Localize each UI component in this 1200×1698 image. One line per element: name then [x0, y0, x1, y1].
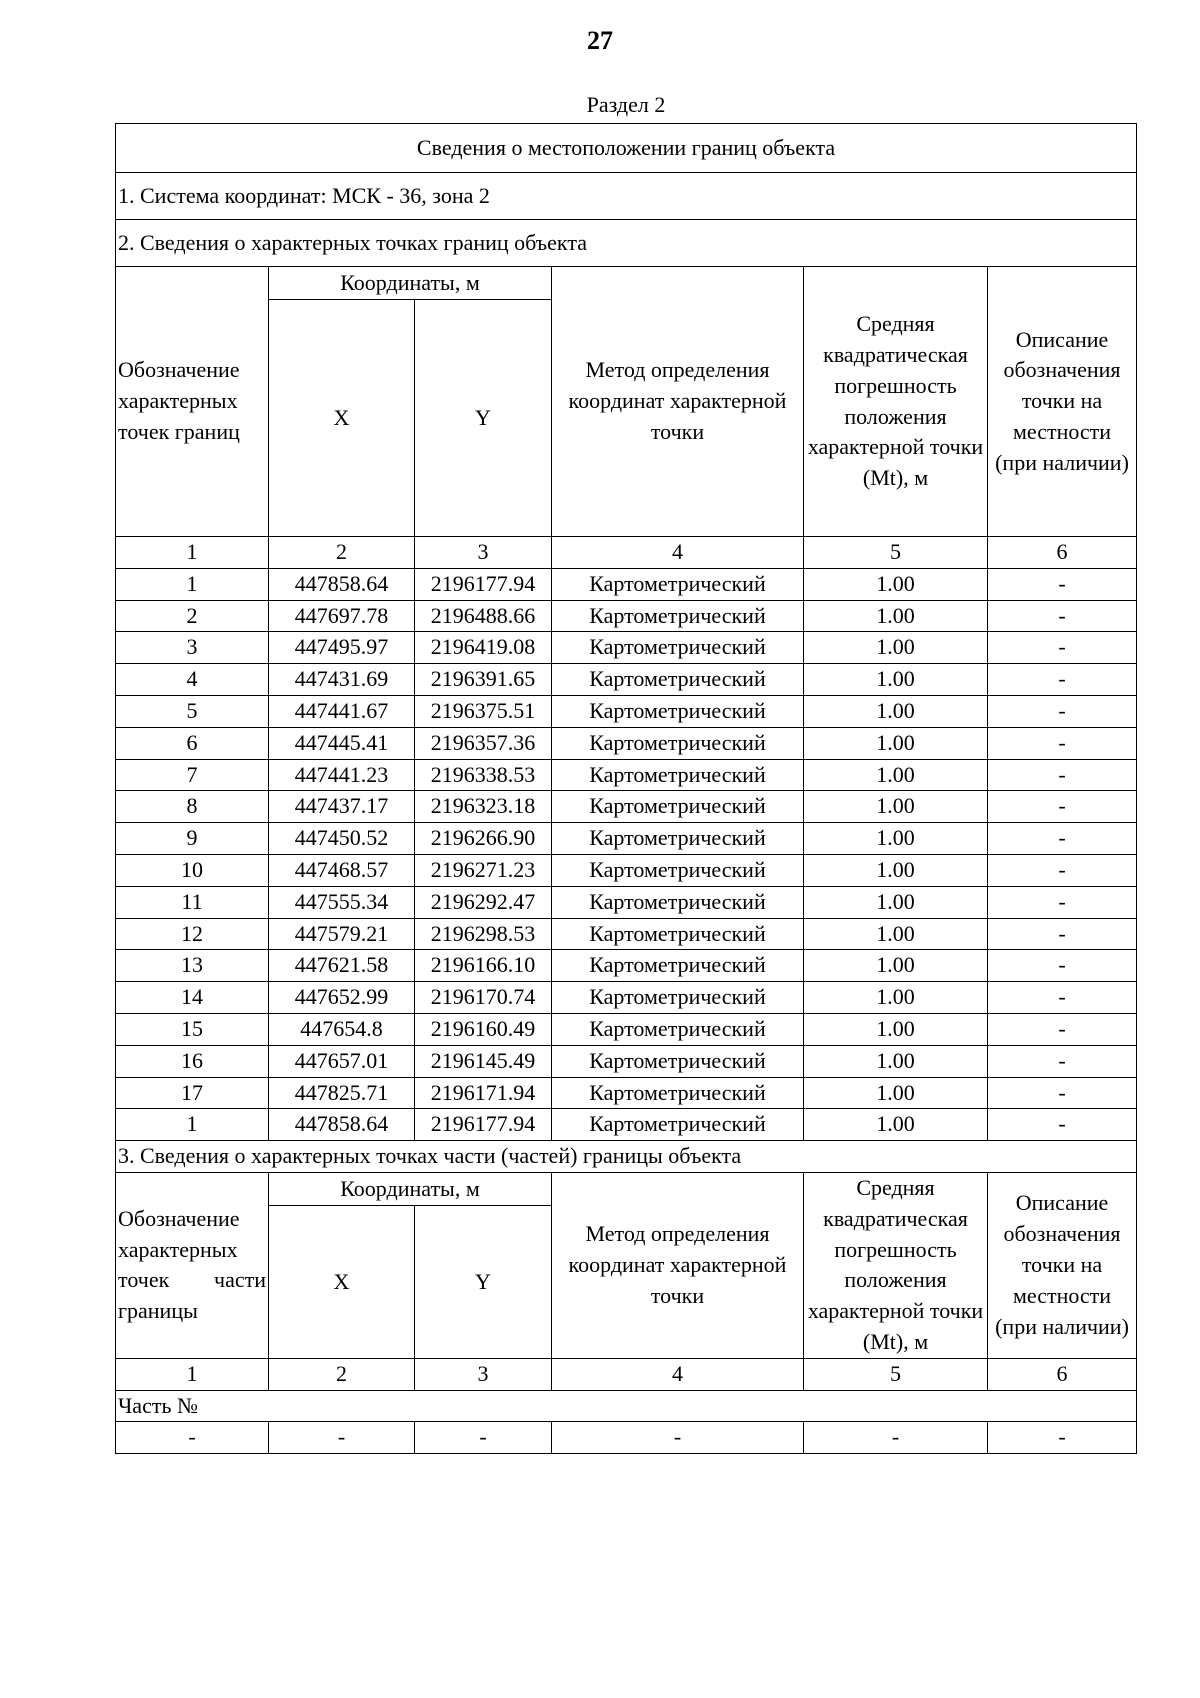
coord-x: 447652.99 [269, 982, 415, 1014]
coord-y: 2196419.08 [415, 632, 552, 664]
method: Картометрический [552, 632, 804, 664]
coord-x: 447657.01 [269, 1045, 415, 1077]
point-number: 9 [116, 823, 269, 855]
method: Картометрический [552, 695, 804, 727]
header-coordinates: Координаты, м [269, 267, 552, 300]
coord-y: 2196357.36 [415, 727, 552, 759]
coord-x: 447441.67 [269, 695, 415, 727]
table-row [116, 1077, 1137, 1109]
point-number: 5 [116, 695, 269, 727]
page-number: 27 [587, 26, 613, 55]
header-method: Метод определения координат характерной точки [552, 267, 804, 537]
method: Картометрический [552, 823, 804, 855]
column-number: 6 [988, 537, 1137, 569]
coord-x: 447858.64 [269, 1109, 415, 1141]
method: Картометрический [552, 886, 804, 918]
point-number: 8 [116, 791, 269, 823]
method: Картометрический [552, 1077, 804, 1109]
description: - [988, 791, 1137, 823]
mt-error: 1.00 [804, 854, 988, 886]
mt-error: 1.00 [804, 1109, 988, 1141]
point-number: 3 [116, 632, 269, 664]
header-description: Описание обозначения точки на местности (при наличии) [988, 267, 1137, 537]
method: Картометрический [552, 1013, 804, 1045]
method: Картометрический [552, 918, 804, 950]
point-number: 4 [116, 664, 269, 696]
description: - [988, 918, 1137, 950]
header-error: Средняя квадратическая погрешность положения характерной точки (Mt), м [804, 267, 988, 537]
coord-y: 2196166.10 [415, 950, 552, 982]
table-row [116, 982, 1137, 1014]
description: - [988, 727, 1137, 759]
parts-header-description: Описание обозначения точки на местности (при наличии) [988, 1172, 1137, 1358]
column-numbers-row [116, 537, 1137, 569]
table-row [116, 918, 1137, 950]
point-number: 10 [116, 854, 269, 886]
description: - [988, 1045, 1137, 1077]
description: - [988, 854, 1137, 886]
column-number: 5 [804, 537, 988, 569]
coord-y: 2196177.94 [415, 568, 552, 600]
table-row [116, 886, 1137, 918]
coord-y: 2196338.53 [415, 759, 552, 791]
part-cell: - [269, 1422, 415, 1454]
column-number: 1 [116, 537, 269, 569]
method: Картометрический [552, 791, 804, 823]
column-number: 5 [804, 1358, 988, 1390]
method: Картометрический [552, 950, 804, 982]
description: - [988, 664, 1137, 696]
table-row [116, 1013, 1137, 1045]
coord-x: 447579.21 [269, 918, 415, 950]
method: Картометрический [552, 664, 804, 696]
mt-error: 1.00 [804, 664, 988, 696]
parts-header-coordinates: Координаты, м [269, 1172, 552, 1205]
method: Картометрический [552, 1045, 804, 1077]
part-row [116, 1422, 1137, 1454]
coordinate-system: 1. Система координат: МСК - 36, зона 2 [116, 173, 1137, 220]
table-row [116, 568, 1137, 600]
mt-error: 1.00 [804, 982, 988, 1014]
coord-x: 447437.17 [269, 791, 415, 823]
table-row [116, 695, 1137, 727]
coord-y: 2196177.94 [415, 1109, 552, 1141]
point-number: 17 [116, 1077, 269, 1109]
column-number: 1 [116, 1358, 269, 1390]
coord-y: 2196298.53 [415, 918, 552, 950]
parts-header-designation: Обозначение характерных точек части границы [116, 1172, 269, 1358]
mt-error: 1.00 [804, 759, 988, 791]
description: - [988, 695, 1137, 727]
mt-error: 1.00 [804, 695, 988, 727]
parts-column-numbers-row [116, 1358, 1137, 1390]
coord-y: 2196292.47 [415, 886, 552, 918]
column-number: 6 [988, 1358, 1137, 1390]
coord-y: 2196271.23 [415, 854, 552, 886]
description: - [988, 568, 1137, 600]
coord-x: 447450.52 [269, 823, 415, 855]
part-cell: - [988, 1422, 1137, 1454]
table-row [116, 1045, 1137, 1077]
point-number: 2 [116, 600, 269, 632]
method: Картометрический [552, 600, 804, 632]
coord-x: 447825.71 [269, 1077, 415, 1109]
table-row [116, 600, 1137, 632]
coord-y: 2196266.90 [415, 823, 552, 855]
table-row [116, 632, 1137, 664]
part-cell: - [415, 1422, 552, 1454]
coord-x: 447431.69 [269, 664, 415, 696]
coord-y: 2196145.49 [415, 1045, 552, 1077]
parts-heading: 3. Сведения о характерных точках части (частей) границы объекта [116, 1141, 1137, 1173]
mt-error: 1.00 [804, 1013, 988, 1045]
table-row [116, 664, 1137, 696]
description: - [988, 1013, 1137, 1045]
description: - [988, 982, 1137, 1014]
method: Картометрический [552, 727, 804, 759]
coord-x: 447697.78 [269, 600, 415, 632]
method: Картометрический [552, 854, 804, 886]
column-number: 4 [552, 1358, 804, 1390]
coord-y: 2196375.51 [415, 695, 552, 727]
header-designation: Обозначение характерных точек границ [116, 267, 269, 537]
column-number: 2 [269, 1358, 415, 1390]
parts-header-x: X [269, 1206, 415, 1358]
table-row [116, 823, 1137, 855]
parts-header-method: Метод определения координат характерной точки [552, 1172, 804, 1358]
description: - [988, 632, 1137, 664]
point-number: 12 [116, 918, 269, 950]
coord-x: 447441.23 [269, 759, 415, 791]
header-y: Y [415, 300, 552, 537]
section-label: Раздел 2 [586, 92, 666, 117]
point-number: 15 [116, 1013, 269, 1045]
method: Картометрический [552, 1109, 804, 1141]
part-cell: - [552, 1422, 804, 1454]
coord-x: 447555.34 [269, 886, 415, 918]
table-title: Сведения о местоположении границ объекта [116, 124, 1137, 173]
mt-error: 1.00 [804, 791, 988, 823]
column-number: 3 [415, 1358, 552, 1390]
point-number: 11 [116, 886, 269, 918]
boundary-table [115, 123, 1137, 1454]
table-row [116, 759, 1137, 791]
coord-x: 447654.8 [269, 1013, 415, 1045]
mt-error: 1.00 [804, 918, 988, 950]
method: Картометрический [552, 568, 804, 600]
point-number: 14 [116, 982, 269, 1014]
coord-x: 447468.57 [269, 854, 415, 886]
table-row [116, 1109, 1137, 1141]
table-row [116, 791, 1137, 823]
description: - [988, 759, 1137, 791]
table-row [116, 727, 1137, 759]
table-row [116, 854, 1137, 886]
description: - [988, 600, 1137, 632]
column-number: 2 [269, 537, 415, 569]
coord-x: 447858.64 [269, 568, 415, 600]
point-number: 13 [116, 950, 269, 982]
coord-y: 2196391.65 [415, 664, 552, 696]
point-number: 16 [116, 1045, 269, 1077]
mt-error: 1.00 [804, 886, 988, 918]
point-number: 6 [116, 727, 269, 759]
mt-error: 1.00 [804, 568, 988, 600]
mt-error: 1.00 [804, 950, 988, 982]
parts-header-error: Средняя квадратическая погрешность положения характерной точки (Mt), м [804, 1172, 988, 1358]
point-number: 7 [116, 759, 269, 791]
mt-error: 1.00 [804, 1045, 988, 1077]
header-x: X [269, 300, 415, 537]
method: Картометрический [552, 982, 804, 1014]
mt-error: 1.00 [804, 1077, 988, 1109]
table-row [116, 950, 1137, 982]
coord-y: 2196488.66 [415, 600, 552, 632]
mt-error: 1.00 [804, 600, 988, 632]
parts-header-y: Y [415, 1206, 552, 1358]
part-cell: - [804, 1422, 988, 1454]
part-label: Часть № [116, 1390, 1137, 1422]
description: - [988, 950, 1137, 982]
points-heading: 2. Сведения о характерных точках границ объекта [116, 220, 1137, 267]
point-number: 1 [116, 1109, 269, 1141]
coord-x: 447445.41 [269, 727, 415, 759]
coord-y: 2196160.49 [415, 1013, 552, 1045]
part-cell: - [116, 1422, 269, 1454]
point-number: 1 [116, 568, 269, 600]
mt-error: 1.00 [804, 727, 988, 759]
coord-y: 2196323.18 [415, 791, 552, 823]
coord-x: 447621.58 [269, 950, 415, 982]
mt-error: 1.00 [804, 823, 988, 855]
mt-error: 1.00 [804, 632, 988, 664]
description: - [988, 1109, 1137, 1141]
coord-y: 2196170.74 [415, 982, 552, 1014]
description: - [988, 1077, 1137, 1109]
coord-x: 447495.97 [269, 632, 415, 664]
column-number: 3 [415, 537, 552, 569]
column-number: 4 [552, 537, 804, 569]
method: Картометрический [552, 759, 804, 791]
coord-y: 2196171.94 [415, 1077, 552, 1109]
description: - [988, 886, 1137, 918]
description: - [988, 823, 1137, 855]
